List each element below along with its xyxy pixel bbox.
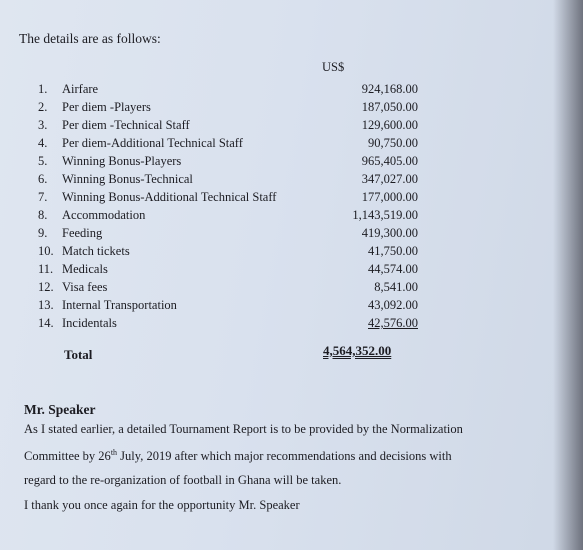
item-amount: 965,405.00 [361, 154, 418, 168]
item-number: 5. [38, 154, 48, 168]
item-label: Internal Transportation [62, 298, 177, 312]
item-label: Per diem -Technical Staff [62, 118, 190, 132]
expense-row [38, 100, 418, 118]
expense-row [38, 154, 418, 172]
expense-row [38, 82, 418, 100]
item-amount: 44,574.00 [368, 262, 418, 276]
item-label: Accommodation [62, 208, 146, 222]
expense-row [38, 208, 418, 226]
expense-row [38, 262, 418, 280]
paragraph-line-1: As I stated earlier, a detailed Tournament Report is to be provided by the Normalization [24, 422, 463, 436]
item-number: 13. [38, 298, 54, 312]
item-amount: 347,027.00 [361, 172, 418, 186]
total-amount: 4,564,352.00 [323, 343, 392, 358]
item-amount: 177,000.00 [361, 190, 418, 204]
item-label: Medicals [62, 262, 108, 276]
expense-list [38, 82, 418, 334]
item-number: 11. [38, 262, 54, 276]
item-amount: 419,300.00 [361, 226, 418, 240]
item-label: Visa fees [62, 280, 108, 294]
item-amount: 129,600.00 [361, 118, 418, 132]
item-amount: 41,750.00 [368, 244, 418, 258]
paragraph-line-2-start: Committee by 26 [24, 449, 111, 464]
item-amount: 924,168.00 [361, 82, 418, 96]
speaker-heading: Mr. Speaker [24, 402, 96, 417]
item-number: 8. [38, 208, 48, 222]
item-amount: 42,576.00 [368, 316, 418, 330]
expense-row [38, 280, 418, 298]
expense-row [38, 118, 418, 136]
item-label: Airfare [62, 82, 99, 96]
item-number: 10. [38, 244, 54, 258]
item-label: Winning Bonus-Technical [62, 172, 193, 186]
total-label: Total [64, 347, 93, 362]
item-amount: 187,050.00 [361, 100, 418, 114]
item-label: Per diem-Additional Technical Staff [62, 136, 243, 150]
item-label: Incidentals [62, 316, 117, 330]
closing-line: I thank you once again for the opportunity Mr. Speaker [24, 498, 300, 512]
item-number: 9. [38, 226, 48, 240]
paragraph-line-3: regard to the re-organization of football in Ghana will be taken. [24, 473, 342, 487]
item-amount: 90,750.00 [368, 136, 418, 150]
item-number: 14. [38, 316, 54, 330]
item-label: Match tickets [62, 244, 130, 258]
item-number: 12. [38, 280, 54, 294]
item-number: 4. [38, 136, 48, 150]
item-label: Winning Bonus-Players [62, 154, 182, 168]
item-amount: 43,092.00 [368, 298, 418, 312]
item-label: Feeding [62, 226, 103, 240]
item-label: Winning Bonus-Additional Technical Staff [62, 190, 277, 204]
item-label: Per diem -Players [62, 100, 151, 114]
item-number: 2. [38, 100, 48, 114]
currency-header: US$ [322, 60, 345, 74]
expense-row [38, 190, 418, 208]
item-amount: 8,541.00 [374, 280, 418, 294]
paragraph-line-2 [24, 448, 452, 464]
expense-row [38, 244, 418, 262]
intro-text: The details are as follows: [19, 31, 161, 46]
expense-row [38, 298, 418, 316]
expense-row [38, 316, 418, 334]
item-number: 7. [38, 190, 48, 204]
expense-row [38, 136, 418, 154]
ordinal-suffix: th [110, 448, 118, 457]
expense-row [38, 172, 418, 190]
expense-row [38, 226, 418, 244]
item-number: 6. [38, 172, 48, 186]
item-number: 3. [38, 118, 48, 132]
paragraph-line-2-end: July, 2019 after which major recommendations and decisions with [117, 449, 452, 464]
item-number: 1. [38, 82, 48, 96]
item-amount: 1,143,519.00 [352, 208, 418, 222]
